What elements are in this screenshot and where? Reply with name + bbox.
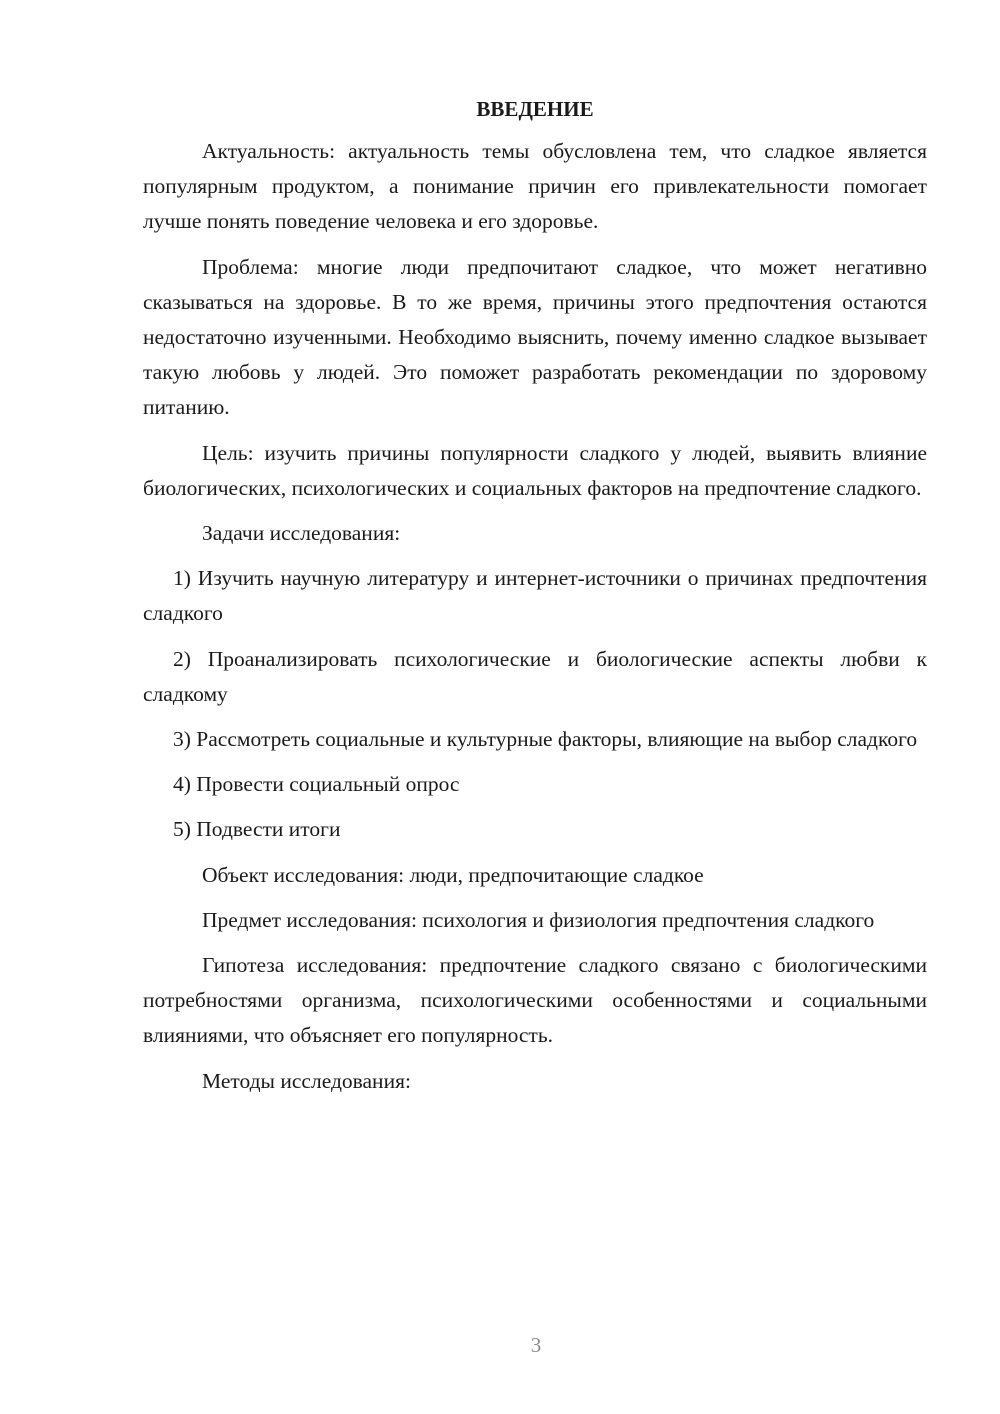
tasks-heading: Задачи исследования: — [202, 521, 401, 546]
methods-heading: Методы исследования: — [202, 1068, 411, 1093]
list-item: 3) Рассмотреть социальные и культурные факторы, влияющие на выбор сладкого — [173, 727, 918, 752]
object-paragraph: Объект исследования: люди, предпочитающие сладкое — [202, 862, 704, 887]
tasks-list — [143, 561, 927, 847]
list-item: 2) Проанализировать психологические и биологические аспекты любви к сладкому — [143, 646, 927, 706]
problem-paragraph: Проблема: многие люди предпочитают сладкое, что может негативно сказываться на здоровье. В то же время, причины этого предпочтения остаются недостаточно изученными. Необходимо выяснить, почему именно сладкое вызывает такую любовь у людей. Это поможет разработать рекомендации по здоровому питанию. — [143, 254, 927, 420]
list-item: 5) Подвести итоги — [173, 817, 341, 842]
list-item: 4) Провести социальный опрос — [173, 772, 460, 797]
document-title: ВВЕДЕНИЕ — [476, 97, 594, 121]
document-page — [143, 92, 927, 1109]
hypothesis-paragraph: Гипотеза исследования: предпочтение сладкого связано с биологическими потребностями организма, психологическими особенностями и социальными влияниями, что объясняет его популярность. — [143, 953, 927, 1048]
goal-paragraph: Цель: изучить причины популярности сладкого у людей, выявить влияние биологических, психологических и социальных факторов на предпочтение сладкого. — [143, 440, 927, 500]
relevance-paragraph: Актуальность: актуальность темы обусловлена тем, что сладкое является популярным продуктом, а понимание причин его привлекательности помогает лучше понять поведение человека и его здоровье. — [143, 139, 927, 234]
subject-paragraph: Предмет исследования: психология и физиология предпочтения сладкого — [202, 907, 875, 932]
list-item: 1) Изучить научную литературу и интернет-источники о причинах предпочтения сладкого — [143, 566, 927, 626]
page-number: 3 — [530, 1333, 542, 1357]
